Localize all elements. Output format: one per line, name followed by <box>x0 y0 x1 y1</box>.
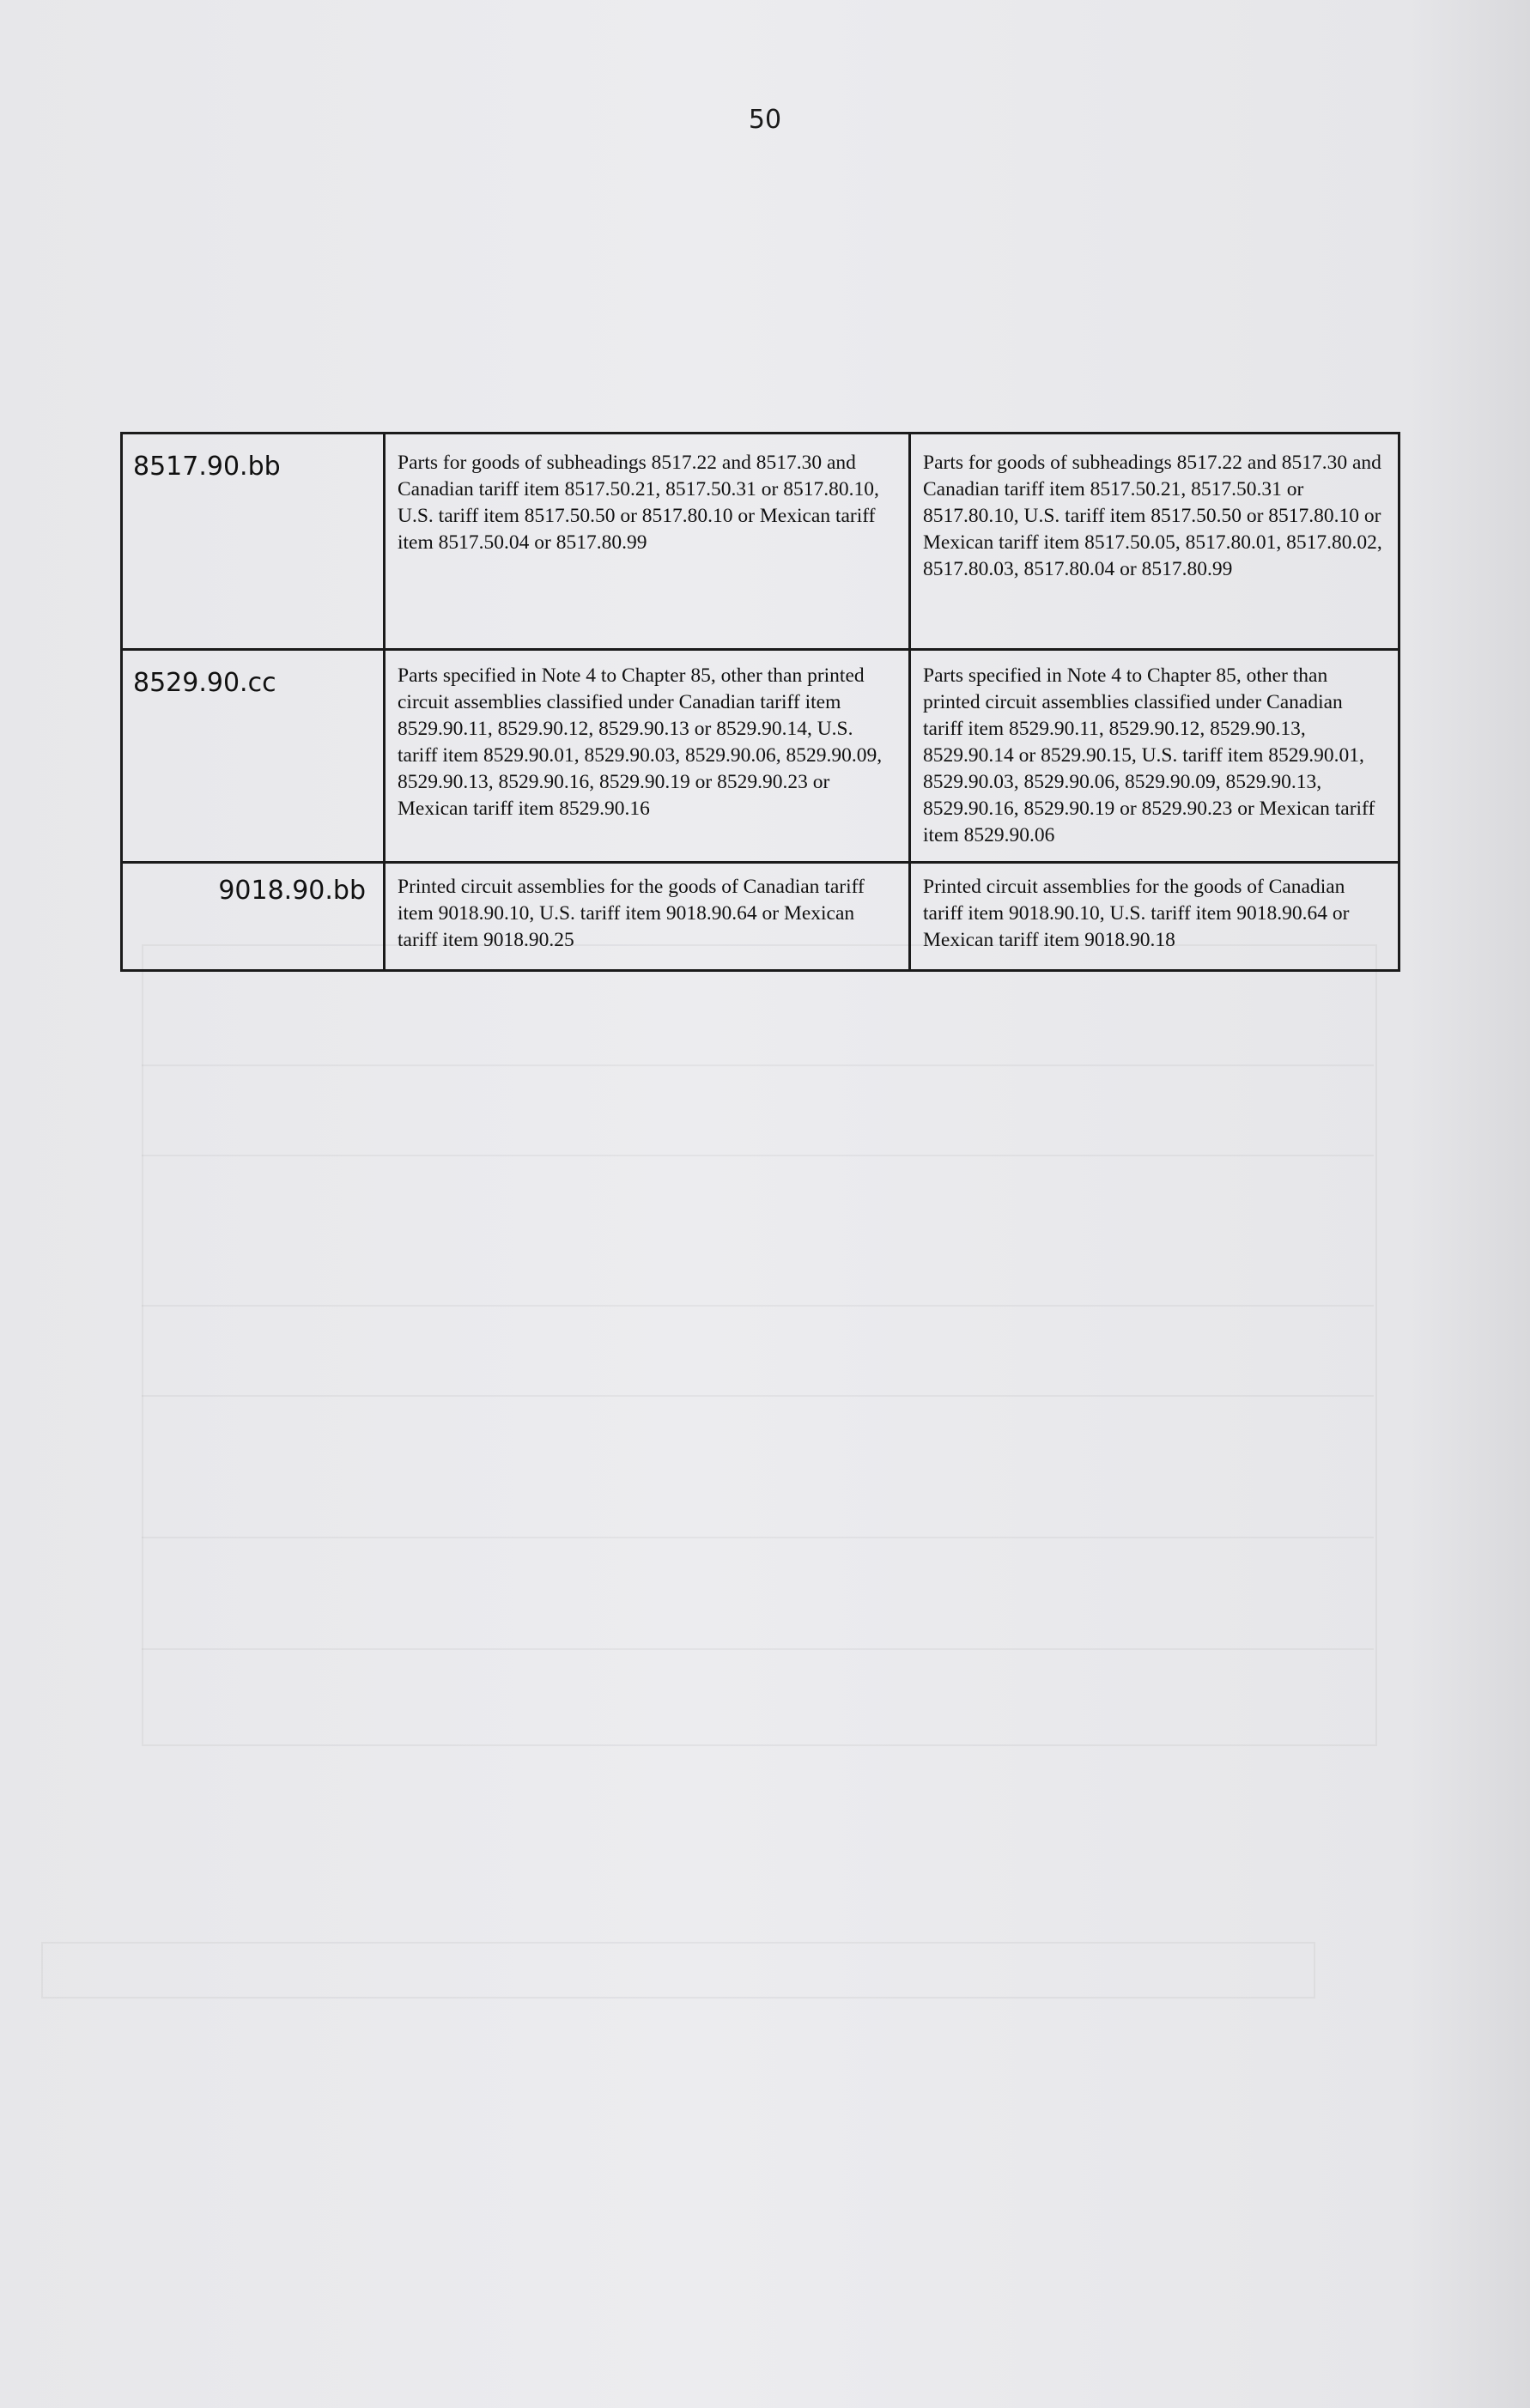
new-description: Printed circuit assemblies for the goods of Canadian tariff item 9018.90.10, U.S. tariff item 9018.90.64 or Mexican tariff item 9018.90.18 <box>910 863 1399 971</box>
new-description: Parts for goods of subheadings 8517.22 and 8517.30 and Canadian tariff item 8517.50.21, 8517.50.31 or 8517.80.10, U.S. tariff item 8517.50.50 or 8517.80.10 or Mexican tariff item 8517.50.05, 8517.80.01, 8517.80.02, 8517.80.03, 8517.80.04 or 8517.80.99 <box>910 434 1399 650</box>
show-through-rule <box>142 1305 1374 1307</box>
old-description: Printed circuit assemblies for the goods of Canadian tariff item 9018.90.10, U.S. tariff item 9018.90.64 or Mexican tariff item 9018.90.25 <box>385 863 910 971</box>
tariff-code: 8529.90.cc <box>122 650 385 863</box>
show-through-rule <box>142 1395 1374 1397</box>
tariff-rules-table <box>120 432 1400 972</box>
show-through-rule <box>142 1064 1374 1066</box>
table-row <box>122 650 1399 863</box>
page-number: 50 <box>748 105 782 135</box>
tariff-code: 9018.90.bb <box>122 863 385 971</box>
new-description: Parts specified in Note 4 to Chapter 85, other than printed circuit assemblies classified under Canadian tariff item 8529.90.11, 8529.90.12, 8529.90.13, 8529.90.14 or 8529.90.15, U.S. tariff item 8529.90.01, 8529.90.03, 8529.90.06, 8529.90.09, 8529.90.13, 8529.90.16, 8529.90.19 or 8529.90.23 or Mexican tariff item 8529.90.06 <box>910 650 1399 863</box>
tariff-code: 8517.90.bb <box>122 434 385 650</box>
old-description: Parts specified in Note 4 to Chapter 85, other than printed circuit assemblies classified under Canadian tariff item 8529.90.11, 8529.90.12, 8529.90.13 or 8529.90.14, U.S. tariff item 8529.90.01, 8529.90.03, 8529.90.06, 8529.90.09, 8529.90.13, 8529.90.16, 8529.90.19 or 8529.90.23 or Mexican tariff item 8529.90.16 <box>385 650 910 863</box>
show-through-rule <box>142 1537 1374 1538</box>
show-through-rule <box>142 1155 1374 1156</box>
old-description: Parts for goods of subheadings 8517.22 and 8517.30 and Canadian tariff item 8517.50.21, 8517.50.31 or 8517.80.10, U.S. tariff item 8517.50.50 or 8517.80.10 or Mexican tariff item 8517.50.04 or 8517.80.99 <box>385 434 910 650</box>
show-through-header <box>41 1942 1315 1999</box>
show-through-rule <box>142 1648 1374 1650</box>
table-row <box>122 863 1399 971</box>
table-row <box>122 434 1399 650</box>
